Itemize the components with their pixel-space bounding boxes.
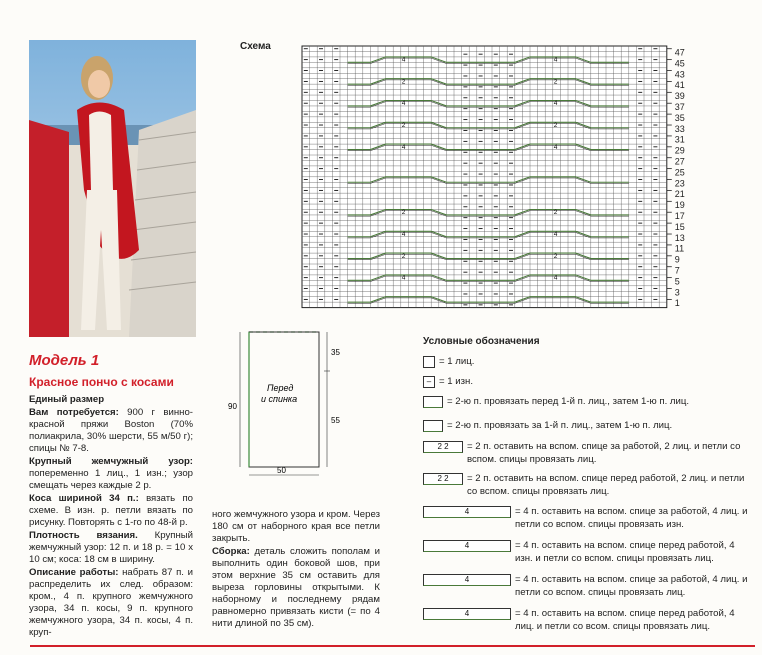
dim-top: 35 bbox=[331, 348, 340, 357]
chart-mark: 4 bbox=[553, 56, 558, 64]
row-number: 35 bbox=[674, 112, 685, 123]
legend-item bbox=[423, 440, 748, 466]
legend-symbol-icon bbox=[423, 356, 435, 368]
row-number: 27 bbox=[674, 156, 685, 167]
legend-item bbox=[423, 607, 748, 633]
row-number: 45 bbox=[674, 58, 685, 69]
chart-mark: 2 bbox=[553, 252, 558, 260]
legend-text: = 4 п. оставить на вспом. спице за работой, 4 лиц. и петли со вспом. спицы провязать изн. bbox=[515, 506, 748, 530]
legend-text: = 1 изн. bbox=[439, 376, 473, 387]
row-number: 47 bbox=[674, 47, 685, 58]
legend-text: = 1 лиц. bbox=[439, 356, 475, 367]
legend-title: Условные обозначения bbox=[423, 336, 540, 347]
row-number: 33 bbox=[674, 123, 685, 134]
legend-item bbox=[423, 573, 748, 599]
density-text: Крупный жемчужный узор: 12 п. и 18 р. = 10 х 10 см; коса: 18 см в ширину. bbox=[29, 530, 193, 565]
chart-mark: 2 bbox=[553, 78, 558, 86]
dim-width: 50 bbox=[277, 466, 286, 475]
description-text: набрать 87 п. и распределить их след. образом: кром., 4 п. крупного жемчужного узора, 34 п. косы, 9 п. крупного жемчужного узора, 34 п. косы, 4 п. круп- bbox=[29, 567, 193, 638]
chart-mark: 4 bbox=[401, 274, 406, 282]
chart-mark: 4 bbox=[401, 56, 406, 64]
row-number: 19 bbox=[674, 200, 685, 211]
legend-text: = 4 п. оставить на вспом. спице перед работой, 4 изн. и петли со вспом. спицы провязать лиц. bbox=[515, 540, 735, 564]
dim-height: 90 bbox=[228, 402, 237, 411]
instructions-column-2 bbox=[212, 509, 380, 631]
row-number: 31 bbox=[674, 134, 685, 145]
legend-item bbox=[423, 505, 748, 531]
pearl-text: попеременно 1 лиц., 1 изн.; узор смещать через каждые 2 р. bbox=[29, 468, 193, 491]
row-number: 15 bbox=[674, 221, 685, 232]
assembly-label: Сборка: bbox=[212, 546, 250, 557]
chart-mark: 4 bbox=[553, 143, 558, 151]
diagram-label-2: и спинка bbox=[261, 394, 298, 404]
chart-mark: 2 bbox=[401, 78, 406, 86]
model-subtitle: Красное пончо с косами bbox=[29, 375, 174, 389]
size-line: Единый размер bbox=[29, 394, 105, 405]
model-title: Модель 1 bbox=[29, 352, 100, 369]
row-number: 11 bbox=[674, 243, 685, 254]
chart-mark: 4 bbox=[553, 230, 558, 238]
pearl-label: Крупный жемчужный узор: bbox=[29, 456, 193, 467]
legend-symbol-icon bbox=[423, 396, 443, 408]
cable-text: вязать по схеме. В изн. р. петли вязать по рисунку. Повторять с 1-го по 48-й р. bbox=[29, 493, 193, 528]
diagram-label-1: Перед bbox=[267, 383, 294, 393]
legend-text: = 2-ю п. провязать перед 1-й п. лиц., затем 1-ю п. лиц. bbox=[447, 396, 690, 407]
legend-symbol-icon: 4 bbox=[423, 574, 511, 586]
chart-mark: 4 bbox=[401, 143, 406, 151]
scheme-title: Схема bbox=[240, 41, 271, 52]
legend-item bbox=[423, 355, 748, 368]
materials-label: Вам потребуется: bbox=[29, 407, 119, 418]
legend-item bbox=[423, 375, 748, 388]
legend-symbol-icon: 2 2 bbox=[423, 441, 463, 453]
chart-mark: 4 bbox=[553, 274, 558, 282]
knitting-chart bbox=[300, 44, 710, 314]
pattern-diagram bbox=[225, 325, 350, 480]
assembly-text: деталь сложить пополам и выполнить один боковой шов, при этом верхние 35 см оставить для выреза горловины открытыми. К наборному и последнему рядам равномерно привязать кисти (= по 4 нити длиной по 35 см). bbox=[212, 546, 380, 629]
legend-text: = 2-ю п. провязать за 1-й п. лиц., затем 1-ю п. лиц. bbox=[447, 420, 673, 431]
row-number: 3 bbox=[674, 287, 680, 298]
legend-symbol-icon: – bbox=[423, 376, 435, 388]
legend-symbol-icon: 4 bbox=[423, 506, 511, 518]
legend-item bbox=[423, 472, 748, 498]
row-number: 5 bbox=[674, 276, 680, 287]
legend-symbol-icon: 4 bbox=[423, 608, 511, 620]
row-number: 25 bbox=[674, 167, 685, 178]
legend-symbol-icon: 4 bbox=[423, 540, 511, 552]
row-number: 21 bbox=[674, 189, 685, 200]
legend-item bbox=[423, 419, 748, 432]
density-label: Плотность вязания. bbox=[29, 530, 138, 541]
continuation-text: ного жемчужного узора и кром. Через 180 см от наборного края все петли закрыть. bbox=[212, 509, 380, 544]
materials-text: 900 г винно-красной пряжи Boston (70% полиакрила, 30% шерсти, 55 м/50 г); спицы № 7-8. bbox=[29, 407, 193, 454]
legend-item bbox=[423, 539, 748, 565]
row-number: 7 bbox=[674, 265, 680, 276]
chart-mark: 4 bbox=[553, 100, 558, 108]
chart-mark: 2 bbox=[401, 252, 406, 260]
chart-mark: 4 bbox=[401, 230, 406, 238]
cable-label: Коса шириной 34 п.: bbox=[29, 493, 139, 504]
row-number: 29 bbox=[674, 145, 685, 156]
legend-symbol-icon: 2 2 bbox=[423, 473, 463, 485]
bottom-rule bbox=[30, 645, 755, 647]
description-label: Описание работы: bbox=[29, 567, 119, 578]
chart-mark: 4 bbox=[401, 100, 406, 108]
legend-text: = 2 п. оставить на вспом. спице перед работой, 2 лиц. и петли со вспом. спицы провязать лиц. bbox=[467, 473, 745, 497]
legend-symbol-icon bbox=[423, 420, 443, 432]
row-number: 39 bbox=[674, 91, 685, 102]
legend-text: = 2 п. оставить на вспом. спице за работой, 2 лиц. и петли со вспом. спицы провязать лиц. bbox=[467, 441, 741, 465]
row-number: 37 bbox=[674, 101, 685, 112]
chart-mark: 2 bbox=[553, 121, 558, 129]
row-number: 1 bbox=[674, 298, 680, 309]
row-number: 41 bbox=[674, 80, 685, 91]
row-number: 23 bbox=[674, 178, 685, 189]
row-number: 43 bbox=[674, 69, 685, 80]
chart-row-numbers bbox=[667, 47, 685, 308]
legend-text: = 4 п. оставить на вспом. спице за работой, 4 лиц. и петли со вспом. спицы провязать лиц. bbox=[515, 574, 748, 598]
chart-mark: 2 bbox=[553, 209, 558, 217]
chart-mark: 2 bbox=[401, 209, 406, 217]
row-number: 9 bbox=[674, 254, 680, 265]
instructions-column-1 bbox=[29, 394, 193, 640]
legend-item bbox=[423, 395, 748, 408]
row-number: 13 bbox=[674, 232, 685, 243]
chart-mark: 2 bbox=[401, 121, 406, 129]
legend-text: = 4 п. оставить на вспом. спице перед работой, 4 лиц. и петли со всом. спицы провязать лиц. bbox=[515, 608, 735, 632]
model-photo bbox=[29, 40, 196, 337]
row-number: 17 bbox=[674, 210, 685, 221]
dim-bottom: 55 bbox=[331, 416, 340, 425]
